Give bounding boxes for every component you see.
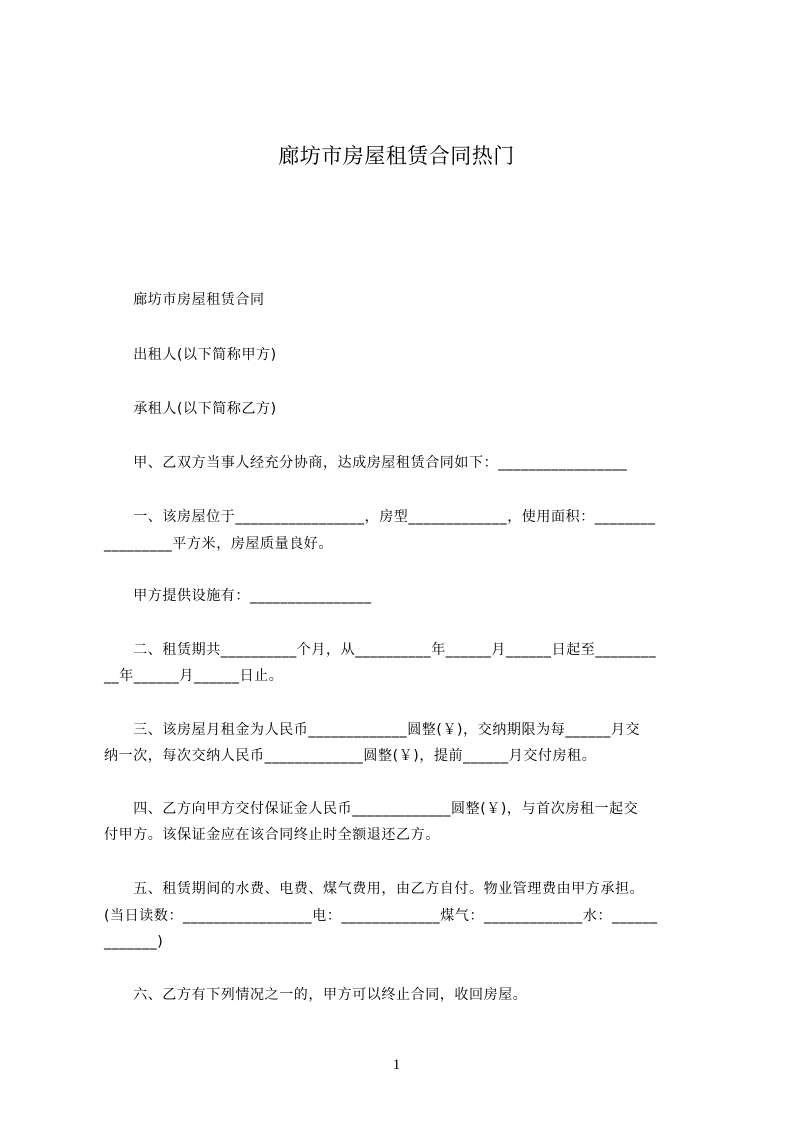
- clause-4-line-2: 付甲方。该保证金应在该合同终止时全额退还乙方。: [104, 827, 440, 843]
- clause-6-line-1: 六、乙方有下列情况之一的，甲方可以终止合同，收回房屋。: [104, 987, 528, 1003]
- clause-3-line-2: 纳一次，每次交纳人民币_____________圆整(￥)，提前______月交付房租。: [104, 748, 597, 764]
- clause-4-line-1: 四、乙方向甲方交付保证金人民币_____________圆整(￥)，与首次房租一起交: [104, 801, 639, 817]
- page-number: 1: [392, 1057, 401, 1073]
- clause-5-line-3: _______): [104, 934, 164, 950]
- clause-1-line-1: 一、该房屋位于_________________，房型_____________，使用面积：________: [104, 509, 656, 525]
- clause-5-line-1: 五、租赁期间的水费、电费、煤气费用，由乙方自付。物业管理费由甲方承担。: [104, 881, 645, 897]
- clause-2-line-2: __年______月______日止。: [104, 668, 284, 684]
- clause-5-line-2: (当日读数：_________________电：_____________煤气：_____________水：______: [104, 908, 658, 924]
- agreement-intro: 甲、乙双方当事人经充分协商，达成房屋租赁合同如下：_________________: [104, 455, 628, 471]
- clause-2-line-1: 二、租赁期共__________个月，从__________年______月______日起至________: [104, 642, 657, 658]
- clause-1-line-2: _________平方米，房屋质量良好。: [104, 536, 333, 552]
- clause-3-line-1: 三、该房屋月租金为人民币_____________圆整(￥)，交纳期限为每______月交: [104, 722, 641, 738]
- lessor-line: 出租人(以下简称甲方): [104, 347, 277, 363]
- lessee-line: 承租人(以下简称乙方): [104, 401, 277, 417]
- document-title: 廊坊市房屋租赁合同热门: [278, 144, 515, 168]
- facilities-line: 甲方提供设施有：________________: [104, 588, 372, 604]
- contract-heading: 廊坊市房屋租赁合同: [104, 292, 265, 308]
